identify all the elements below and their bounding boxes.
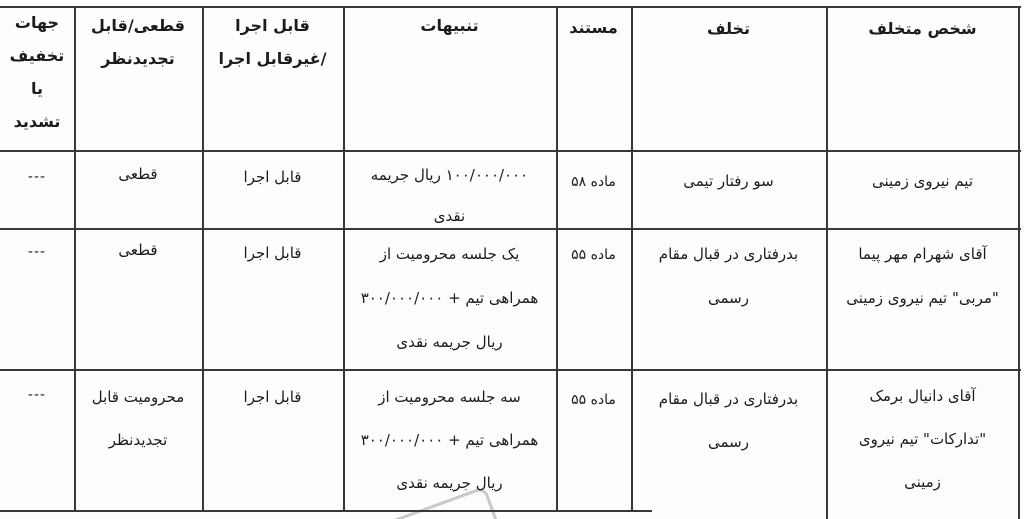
header-label: شخص متخلف (868, 19, 977, 38)
cell-line: قابل اجرا (243, 168, 302, 186)
cell-line: محرومیت قابل (91, 388, 185, 406)
header-label-line: تشدید (13, 112, 61, 131)
row1-mitigation (0, 156, 74, 199)
cell-line: سو رفتار تیمی (683, 172, 774, 190)
header-label-line: یا (30, 79, 43, 98)
row3-person (826, 375, 1019, 504)
row1-finality (74, 153, 202, 196)
cell-line: آقای دانیال برمک (869, 387, 976, 405)
row2-enforceable (202, 232, 343, 275)
cell-line: بدرفتاری در قبال مقام (658, 390, 799, 408)
row2-finality (74, 229, 202, 272)
header-label-line: تخفیف (9, 46, 65, 65)
cell-line: همراهی تیم + ۳۰۰/۰۰۰/۰۰۰ (360, 289, 539, 307)
cell-line: --- (27, 244, 47, 260)
cell-line: سه جلسه محرومیت از (378, 388, 521, 406)
row2-mitigation (0, 231, 74, 274)
cell-line: بدرفتاری در قبال مقام (658, 245, 799, 263)
header-penalties (343, 9, 556, 42)
row3-finality (74, 376, 202, 462)
row1-violation (631, 160, 826, 203)
table-border-row2-bottom (0, 369, 1021, 371)
cell-line: قطعی (118, 241, 158, 259)
cell-line: رسمی (708, 289, 749, 307)
table-border-top (0, 6, 1021, 8)
row3-mitigation (0, 374, 74, 417)
row3-penalties (343, 376, 556, 505)
cell-line: --- (27, 387, 47, 403)
cell-line: زمینی (904, 473, 941, 491)
header-label: تنبیهات (420, 16, 479, 35)
cell-line: تجدیدنظر (108, 431, 168, 449)
table-border-header-bottom (0, 150, 1021, 152)
cell-line: --- (27, 169, 47, 185)
header-enforceable (202, 9, 343, 75)
row1-penalties (343, 155, 556, 237)
row1-person (826, 160, 1019, 203)
cell-line: ماده ۵۵ (571, 392, 616, 408)
row3-violation (631, 378, 826, 464)
row1-reference (556, 161, 631, 204)
header-label-line: تجدیدنظر (101, 49, 175, 68)
cell-line: یک جلسه محرومیت از (379, 245, 520, 263)
row3-reference (556, 379, 631, 422)
header-label-line: جهات (14, 13, 60, 32)
header-finality (74, 9, 202, 75)
header-mitigation (0, 6, 74, 138)
header-violation (631, 12, 826, 45)
cell-line: "مربی" تیم نیروی زمینی (846, 289, 999, 307)
cell-line: ۱۰۰/۰۰۰/۰۰۰ ریال جریمه (370, 166, 529, 184)
cell-line: قابل اجرا (243, 388, 302, 406)
header-label: تخلف (706, 19, 751, 38)
table-border-bottom-partial (0, 510, 652, 512)
cell-line: همراهی تیم + ۳۰۰/۰۰۰/۰۰۰ (360, 431, 539, 449)
row3-enforceable (202, 376, 343, 419)
header-reference (556, 11, 631, 44)
header-label-line: قابل اجرا (235, 16, 310, 35)
cell-line: قابل اجرا (243, 244, 302, 262)
row1-enforceable (202, 156, 343, 199)
row2-penalties (343, 232, 556, 364)
cell-line: آقای شهرام مهر پیما (858, 245, 987, 263)
cell-line: قطعی (118, 165, 158, 183)
cell-line: ماده ۵۸ (571, 174, 616, 190)
cell-line: ریال جریمه نقدی (396, 333, 503, 351)
header-label: مستند (569, 18, 618, 37)
row2-reference (556, 234, 631, 277)
header-person (826, 12, 1019, 45)
header-label-line: /غیرقابل اجرا (218, 49, 327, 68)
cell-line: تیم نیروی زمینی (871, 172, 973, 190)
cell-line: ریال جریمه نقدی (396, 474, 503, 492)
cell-line: نقدی (433, 207, 466, 225)
cell-line: "تدارکات" تیم نیروی (858, 430, 987, 448)
header-label-line: قطعی/قابل (91, 16, 185, 35)
cell-line: رسمی (708, 433, 749, 451)
row2-person (826, 232, 1019, 320)
cell-line: ماده ۵۵ (571, 247, 616, 263)
row2-violation (631, 232, 826, 320)
